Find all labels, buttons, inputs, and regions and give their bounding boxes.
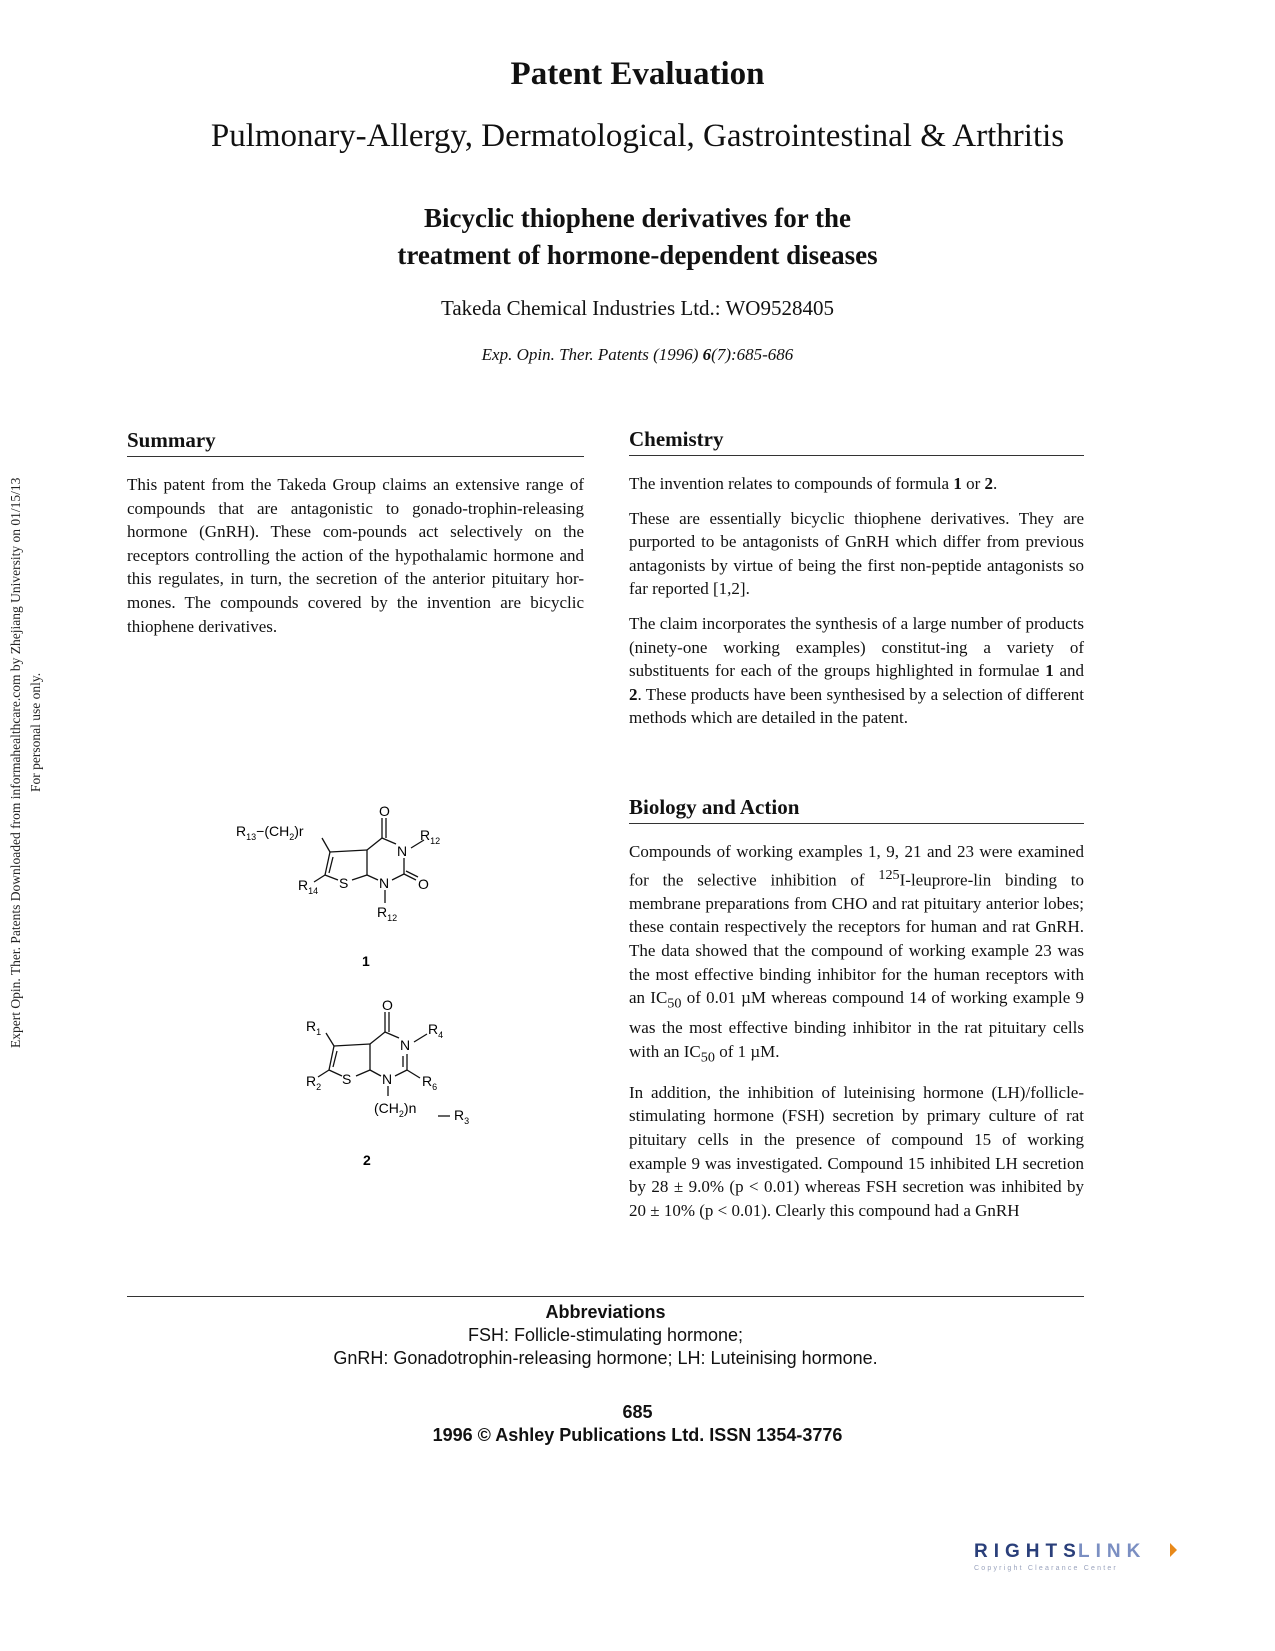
s1-r14 xyxy=(298,877,318,896)
chem-p3-formula-1: 1 xyxy=(1045,661,1054,681)
chemistry-section xyxy=(629,427,1084,741)
rightslink-logo[interactable] xyxy=(974,1537,1194,1577)
citation-volume: 6 xyxy=(702,345,712,364)
chem-p3-c: . These products have been synthesised by a selection of different methods which are detailed in the patent. xyxy=(629,684,1084,728)
s1-r12-bottom-sub: 12 xyxy=(387,913,398,923)
s1-r14-r: R xyxy=(298,877,309,893)
s2-r3-r: R xyxy=(454,1107,465,1123)
s2-nitrogen-ring: N xyxy=(400,1037,411,1053)
chem-p1-formula-1: 1 xyxy=(953,474,962,493)
patent-company: Takeda Chemical Industries Ltd.: WO9528405 xyxy=(441,296,834,320)
bio-p1-b: I-leuprore-lin binding to membrane preparations from CHO and rat pituitary anterior lobes; these contain respectively the receptors for human and rat GnRH. The data showed that the compound of working example 23 was the most effective binding inhibitor for the human receptors with an IC xyxy=(629,870,1084,1008)
article-title-line-2: treatment of hormone-dependent diseases xyxy=(397,240,878,270)
abbreviations-line-2: GnRH: Gonadotrophin-releasing hormone; LH: Luteinising hormone. xyxy=(333,1348,878,1368)
s1-r12-bottom-r: R xyxy=(377,904,388,920)
chem-p1-formula-2: 2 xyxy=(984,474,994,493)
s2-r2-r: R xyxy=(306,1073,317,1089)
s2-r4-r: R xyxy=(428,1021,439,1037)
s2-chain-end: )n xyxy=(403,1100,417,1116)
rightslink-text-link: LINK xyxy=(1078,1541,1147,1562)
s2-r6-sub: 6 xyxy=(432,1082,438,1092)
s1-chain-sub2: 2 xyxy=(289,832,295,842)
s2-r1-sub: 1 xyxy=(316,1027,322,1037)
abbreviations-line-1: FSH: Follicle-stimulating hormone; xyxy=(467,1325,744,1345)
s2-r3-sub: 3 xyxy=(464,1116,470,1126)
citation-pages: (7):685-686 xyxy=(711,345,794,364)
s2-oxygen-top: O xyxy=(382,1000,393,1013)
s1-nitrogen-ring: N xyxy=(397,843,408,859)
s2-r4-sub: 4 xyxy=(438,1030,444,1040)
bio-p1-d: of 1 µM. xyxy=(714,1041,780,1061)
biology-section xyxy=(629,795,1084,1233)
s1-chain-text: −(CH xyxy=(256,823,290,839)
structure-1-bonds xyxy=(314,818,424,903)
chemistry-heading: Chemistry xyxy=(629,427,1084,456)
s2-r3 xyxy=(454,1107,469,1126)
summary-text: This patent from the Takeda Group claims an extensive range of compounds that are antagonistic to gonado-trophin-releasing hormone (GnRH). These com-pounds act selectively on the receptors controlling the action of the hypothalamic hormone and this regulates, in turn, the secretion of the anterior pituitary hor-mones. The compounds covered by the invention are bicyclic thiophene derivatives. xyxy=(127,475,584,636)
s1-r14-sub: 14 xyxy=(308,886,319,896)
copyright-line: 1996 © Ashley Publications Ltd. ISSN 1354-3776 xyxy=(432,1425,843,1445)
chem-p1-c: . xyxy=(993,474,998,493)
structure-2 xyxy=(230,1000,490,1175)
s1-chain-sub: 13 xyxy=(246,832,257,842)
bio-p1-subscript-2: 50 xyxy=(700,1049,715,1066)
side-note-line-1: Expert Opin. Ther. Patents Downloaded from informahealthcare.com by Zhejiang University on 01/15/13 xyxy=(8,477,23,1048)
chem-p1-b: or xyxy=(961,474,985,493)
chemistry-paragraph-2: These are essentially bicyclic thiophene derivatives. They are purported to be antagonists of GnRH which differ from previous antagonists by virtue of being the first non-peptide antagonists so far reported [1,2]. xyxy=(629,508,1084,599)
s2-r1 xyxy=(306,1018,321,1037)
chem-p3-b: and xyxy=(1053,661,1084,681)
chemistry-paragraph-3 xyxy=(629,612,1084,730)
s2-sulfur: S xyxy=(342,1071,352,1087)
rightslink-logo-drawing xyxy=(974,1537,1194,1577)
side-note-line-2: For personal use only. xyxy=(28,672,43,792)
structure-1-drawing xyxy=(230,800,490,975)
s2-r2-sub: 2 xyxy=(316,1082,322,1092)
s1-nitrogen-bottom: N xyxy=(379,875,390,891)
section-title: Pulmonary-Allergy, Dermatological, Gastrointestinal & Arthritis xyxy=(210,118,1065,154)
s1-r12-top xyxy=(420,827,440,846)
s1-sulfur: S xyxy=(339,875,349,891)
rightslink-text-rights: RIGHTS xyxy=(974,1541,1082,1562)
s1-r12-bottom xyxy=(377,904,397,923)
structure-1 xyxy=(230,800,490,975)
s2-chain-text: (CH xyxy=(374,1100,399,1116)
biology-paragraph-1 xyxy=(629,840,1084,1070)
structure-2-drawing xyxy=(230,1000,490,1175)
article-title xyxy=(0,200,1275,274)
s2-r6 xyxy=(422,1073,437,1092)
s1-chain-r: R xyxy=(236,823,247,839)
chem-p1-a: The invention relates to compounds of formula xyxy=(629,474,954,493)
s2-chain-sub: 2 xyxy=(398,1109,404,1119)
bio-p1-subscript-1: 50 xyxy=(667,995,682,1012)
s2-r4 xyxy=(428,1021,443,1040)
structure-1-label: 1 xyxy=(362,953,370,969)
rightslink-arrow-icon xyxy=(1170,1543,1177,1557)
citation xyxy=(0,345,1275,365)
download-side-note xyxy=(0,372,50,1052)
page-number: 685 xyxy=(622,1402,653,1422)
bio-p1-a: Compounds of working examples 1, 9, 21 and 23 were examined for the selective inhibition of xyxy=(629,842,1084,890)
s2-nitrogen-bottom: N xyxy=(382,1071,393,1087)
s1-oxygen-right: O xyxy=(418,876,429,892)
structure-2-label: 2 xyxy=(363,1152,371,1168)
s2-r6-r: R xyxy=(422,1073,433,1089)
chem-p3-a: The claim incorporates the synthesis of a large number of products (ninety-one working examples) constitut-ing a variety of substituents for each of the groups highlighted in formulae xyxy=(629,613,1084,681)
s1-r12-top-r: R xyxy=(420,827,431,843)
rightslink-tagline: Copyright Clearance Center xyxy=(974,1565,1118,1572)
s1-chain-end: )r xyxy=(294,823,304,839)
summary-heading: Summary xyxy=(127,428,584,457)
chem-p3-formula-2: 2 xyxy=(629,684,638,704)
s1-r12-top-sub: 12 xyxy=(430,836,441,846)
citation-journal: Exp. Opin. Ther. Patents (1996) xyxy=(481,345,703,364)
bio-p1-superscript: 125 xyxy=(878,866,900,883)
s1-oxygen-top: O xyxy=(379,803,390,819)
s2-r1-r: R xyxy=(306,1018,317,1034)
page-title: Patent Evaluation xyxy=(510,56,765,92)
abbreviations-box xyxy=(127,1296,1084,1370)
biology-heading: Biology and Action xyxy=(629,795,1084,824)
s2-side-chain xyxy=(374,1100,416,1119)
bio-p1-c: of 0.01 µM whereas compound 14 of working example 9 was the most effective binding inhibitor in the rat pituitary cells with an IC xyxy=(629,988,1085,1061)
s1-side-chain xyxy=(236,823,304,842)
abbreviations-heading: Abbreviations xyxy=(545,1302,666,1322)
chemistry-paragraph-1 xyxy=(629,472,1084,496)
biology-paragraph-2: In addition, the inhibition of luteinising hormone (LH)/follicle-stimulating hormone (FSH) secretion by primary culture of rat pituitary cells in the presence of compound 15 of working example 9 was investigated. Compound 15 inhibited LH secretion by 28 ± 9.0% (p < 0.01) whereas FSH secretion was inhibited by 20 ± 10% (p < 0.01). Clearly this compound had a GnRH xyxy=(629,1082,1084,1220)
article-title-line-1: Bicyclic thiophene derivatives for the xyxy=(424,203,851,233)
summary-section xyxy=(127,428,584,649)
